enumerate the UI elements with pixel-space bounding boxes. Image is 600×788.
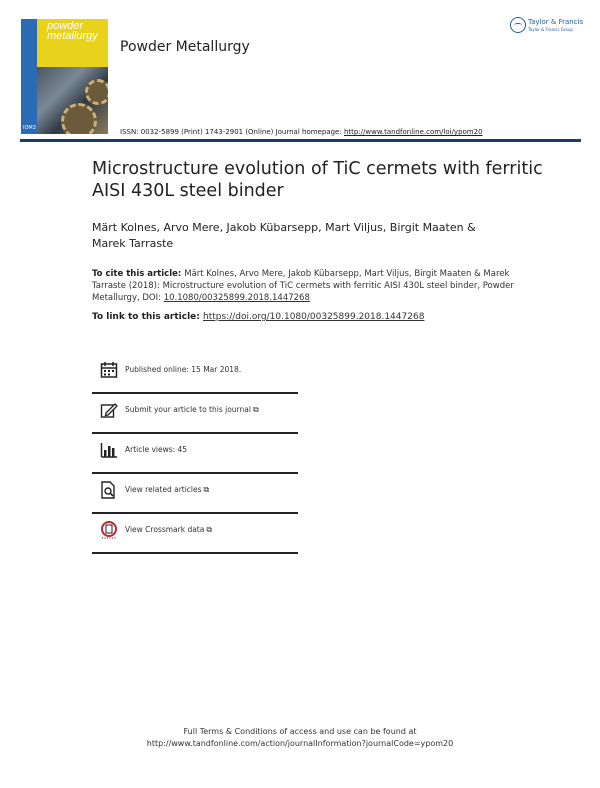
footer: [0, 726, 600, 750]
publisher-logo-name: Taylor & Francis: [528, 18, 584, 26]
submit-article-row[interactable]: [92, 394, 298, 434]
submit-article-link[interactable]: Submit your article to this journal ⧉: [125, 405, 259, 414]
crossmark-row[interactable]: [92, 514, 298, 554]
cover-stripe: [21, 19, 37, 134]
publisher-logo-icon: [510, 17, 526, 33]
article-authors: Märt Kolnes, Arvo Mere, Jakob Kübarsepp, Mart Viljus, Birgit Maaten & Marek Tarraste: [92, 221, 476, 250]
published-online-text: Published online: 15 Mar 2018.: [125, 365, 242, 374]
journal-homepage-link[interactable]: http://www.tandfonline.com/loi/ypom20: [343, 128, 483, 136]
doi-link[interactable]: 10.1080/00325899.2018.1447268: [163, 293, 310, 303]
published-online-row: [92, 354, 298, 394]
article-link-line: [92, 312, 424, 322]
link-label: To link to this article:: [92, 312, 204, 322]
bar-chart-icon: [100, 441, 118, 459]
article-views-text: Article views: 45: [125, 445, 188, 454]
cover-gear-icon: [85, 79, 108, 105]
citation-block: [92, 268, 522, 304]
citation-text: Märt Kolnes, Arvo Mere, Jakob Kübarsepp, Mart Viljus, Birgit Maaten & Marek Tarraste (2018): Microstructure evolution of TiC cermets with ferritic AISI 430L steel binder, Powder Metallurgy, DOI:: [92, 269, 514, 303]
article-info-list: [92, 354, 298, 554]
search-document-icon: [100, 481, 118, 499]
calendar-icon: [100, 361, 118, 379]
external-link-icon: ⧉: [203, 485, 210, 494]
cover-brand: IOM3: [23, 125, 36, 131]
crossmark-link[interactable]: View Crossmark data ⧉: [125, 525, 213, 534]
external-link-icon: ⧉: [206, 525, 213, 534]
header-divider: [20, 139, 581, 142]
publisher-logo[interactable]: [510, 16, 584, 38]
external-link-icon: ⧉: [252, 405, 259, 414]
journal-cover-image: [21, 19, 108, 134]
citation-label: To cite this article:: [92, 269, 185, 279]
article-title: Microstructure evolution of TiC cermets with ferritic AISI 430L steel binder: [92, 159, 543, 201]
publisher-logo-sub: Taylor & Francis Group: [528, 27, 573, 32]
footer-terms-link[interactable]: http://www.tandfonline.com/action/journalInformation?journalCode=ypom20: [146, 739, 454, 748]
journal-name[interactable]: Powder Metallurgy: [120, 39, 250, 55]
cover-gear-icon: [61, 103, 97, 134]
article-url-link[interactable]: https://doi.org/10.1080/00325899.2018.1447268: [203, 312, 425, 322]
related-articles-link[interactable]: View related articles ⧉: [125, 485, 210, 494]
crossmark-icon: [100, 521, 118, 539]
cover-title: powder metallurgy: [47, 20, 98, 42]
issn-line: [120, 128, 483, 136]
article-views-row: [92, 434, 298, 474]
footer-terms-text: Full Terms & Conditions of access and use can be found at: [183, 727, 417, 736]
related-articles-row[interactable]: [92, 474, 298, 514]
edit-icon: [100, 401, 118, 419]
issn-text: ISSN: 0032-5899 (Print) 1743-2901 (Online) Journal homepage:: [120, 128, 344, 136]
